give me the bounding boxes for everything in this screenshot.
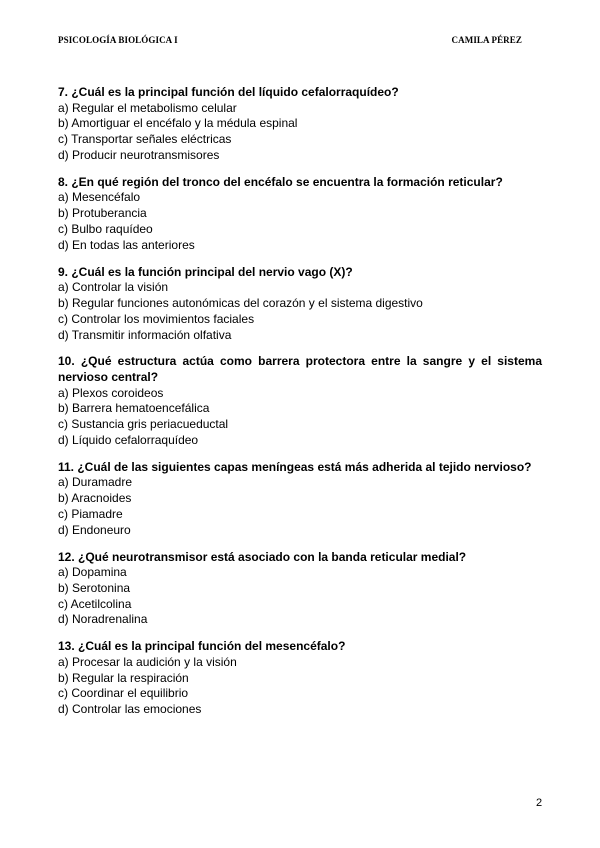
course-title: PSICOLOGÍA BIOLÓGICA I <box>58 35 178 45</box>
option-c: c) Transportar señales eléctricas <box>58 132 232 147</box>
options-list <box>58 190 542 253</box>
options-list <box>58 655 542 718</box>
question-title: 13. ¿Cuál es la principal función del mesencéfalo? <box>58 639 346 654</box>
option-d: d) Transmitir información olfativa <box>58 327 232 342</box>
option-b: b) Regular funciones autonómicas del corazón y el sistema digestivo <box>58 295 423 310</box>
option-c: c) Controlar los movimientos faciales <box>58 311 255 326</box>
question-title: 10. ¿Qué estructura actúa como barrera protectora entre la sangre y el sistema nervioso central? <box>58 354 542 384</box>
option-a: a) Controlar la visión <box>58 280 169 295</box>
option-a: a) Plexos coroideos <box>58 385 164 400</box>
options-list <box>58 386 542 449</box>
page-header <box>58 35 522 49</box>
question-title: 7. ¿Cuál es la principal función del líquido cefalorraquídeo? <box>58 85 399 99</box>
question-10 <box>58 354 542 448</box>
option-c: c) Piamadre <box>58 506 123 521</box>
option-b: b) Protuberancia <box>58 206 147 221</box>
option-d: d) Noradrenalina <box>58 612 148 627</box>
option-a: a) Dopamina <box>58 565 127 580</box>
option-a: a) Procesar la audición y la visión <box>58 654 237 669</box>
options-list <box>58 565 542 628</box>
options-list <box>58 101 542 164</box>
question-8 <box>58 175 542 254</box>
option-c: c) Acetilcolina <box>58 596 132 611</box>
option-b: b) Aracnoides <box>58 491 132 506</box>
option-d: d) En todas las anteriores <box>58 237 195 252</box>
option-d: d) Endoneuro <box>58 522 131 537</box>
page-number: 2 <box>536 797 543 809</box>
option-a: a) Mesencéfalo <box>58 190 141 205</box>
option-d: d) Controlar las emociones <box>58 702 202 717</box>
author-name: CAMILA PÉREZ <box>451 35 522 45</box>
option-a: a) Duramadre <box>58 475 133 490</box>
option-c: c) Sustancia gris periacueductal <box>58 417 229 432</box>
option-b: b) Regular la respiración <box>58 670 189 685</box>
question-title: 12. ¿Qué neurotransmisor está asociado con la banda reticular medial? <box>58 549 467 564</box>
option-d: d) Producir neurotransmisores <box>58 147 220 162</box>
option-b: b) Barrera hematoencefálica <box>58 401 210 416</box>
question-11 <box>58 460 542 539</box>
option-a: a) Regular el metabolismo celular <box>58 100 237 115</box>
option-d: d) Líquido cefalorraquídeo <box>58 432 199 447</box>
question-title: 9. ¿Cuál es la función principal del nervio vago (X)? <box>58 264 353 279</box>
option-c: c) Bulbo raquídeo <box>58 221 153 236</box>
options-list <box>58 280 542 343</box>
option-b: b) Serotonina <box>58 580 131 595</box>
question-7 <box>58 85 542 164</box>
question-9 <box>58 265 542 344</box>
question-12 <box>58 550 542 629</box>
options-list <box>58 475 542 538</box>
question-13 <box>58 639 542 718</box>
question-title: 8. ¿En qué región del tronco del encéfalo se encuentra la formación reticular? <box>58 174 503 189</box>
questions-list <box>58 85 542 729</box>
option-b: b) Amortiguar el encéfalo y la médula espinal <box>58 116 298 131</box>
question-title: 11. ¿Cuál de las siguientes capas meníngeas está más adherida al tejido nervioso? <box>58 459 532 474</box>
option-c: c) Coordinar el equilibrio <box>58 686 189 701</box>
